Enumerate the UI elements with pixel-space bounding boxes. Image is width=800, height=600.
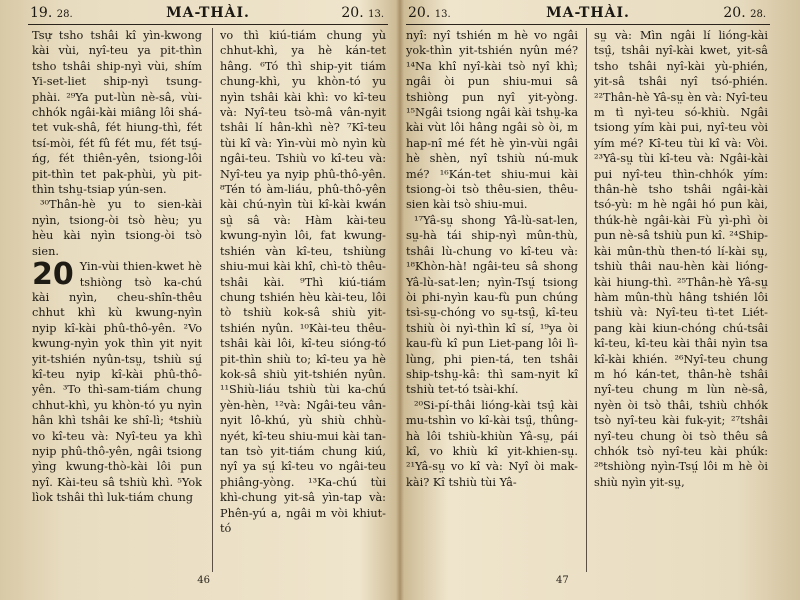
chapter-text: Yin-vùi thien-kwet hè tshiòng tsò ka-chú kài nyìn, cheu-shîn-thêu chhut khì kù kwung-nyìn nyip kî-kài phû-thô-yên. ²Vo kwung-nyìn yok thìn yit nyit yit-tshién nyûn-tsṳ, tshiù sṳ́ kî-teu nyip kî-kài phû-thô-yên. ³To thì-sam-tiám chung chhut-khì, yu khòn-tó yu nyìn hân khì tshâi ke shî-lì; ⁴tshiù vo kî-teu và: Nyî-teu ya khì nyip phû-thô-yên, ngâi tsiong yìng kwung-thò-kài lôi pun nyî. Kài-teu sâ tshiù khì. ⁵Yok lìok tshâi thì luk-tiám chung [32,260,202,505]
right-header-reference-end [723,5,766,21]
left-column-1 [32,28,202,572]
column-divider [212,28,213,572]
right-column-2 [594,28,768,572]
paragraph: sṳ và: Mìn ngâi lí lióng-kài tsṳ̂, tshâi nyî-kài kwet, yit-sâ tsho tshâi nyî-kài yù-phién, yit-sâ tshâi nyî tsó-phién. ²²Thân-hè Yâ-sṳ èn và: Nyî-teu m tì nyì-teu só-khiù. Ngâi tsiong yím kài pui, nyî-teu vòi yím mé? Kî-teu tùi kî và: Vòi. ²³Yâ-sṳ tùi kî-teu và: Ngâi-kài pui nyî-teu thìn-chhók yím: thân-hè tsho tshâi ngâi-kài tsó-yù: m hè ngâi hó pun kài, thúk-hè ngâi-kài Fù yì-phì òi pun nè-sâ tshiù pun kî. ²⁴Ship-kài mûn-thù then-tó lí-kài sṳ, tshiù thâi nau-hèn kài lióng-kài hiung-thì. ²⁵Thân-hè Yâ-sṳ hàm mûn-thù hâng tshién lôi tshiù và: Nyî-teu tì-tet Liét-pang kài kiun-chóng chú-tsâi kî-teu, kî-teu kài thâi nyìn tsa kî-kài khién. ²⁶Nyî-teu chung m hó kán-tet, thân-hè tshâi nyî-teu chung m lùn nè-sâ, nyèn òi tsò thâi, tshiù chhók tsò nyî-teu kài fuk-yit; ²⁷tshâi nyî-teu chung òi tsò thêu sâ chhók tsò nyî-teu kài phúk: ²⁸tshiòng nyìn-Tsṳ́ lôi m hè òi shiù nyìn yit-sṳ, [594,29,768,489]
left-text-columns [28,28,388,572]
right-column-1 [406,28,578,572]
column-divider [586,28,587,572]
verse-number: 28. [56,9,73,20]
header-rule [406,24,770,25]
chapter-number: 20. [341,5,364,21]
header-rule [28,24,388,25]
chapter-number: 20. [408,5,431,21]
left-page [28,0,388,588]
page-number: 47 [556,575,569,586]
verse-number: 28. [750,9,766,20]
page-number: 46 [197,575,210,586]
running-title: MA-THÀI. [546,5,630,21]
verse-number: 13. [368,9,384,20]
paragraph: nyî: nyî tshién m hè vo ngâi yok-thìn yit-tshién nyûn mé? ¹⁴Na khî nyî-kài tsò nyî khì; ngâi òi pun shiu-mui sâ tshiòng pun nyî yit-yòng. ¹⁵Ngâi tsiong ngâi kài tshṳ-ka kài vùt lôi hâng ngâi sò òi, m hap-nî mé fét hè yìn-vùi ngâi hè shèn, nyî tshiù nú-muk mé? ¹⁶Kán-tet shiu-mui kài tsiong-òi tsò thêu-sien, thêu-sien kài tsò shiu-mui. [406,29,578,212]
chapter-drop-number: 20 [32,257,74,293]
chapter-number: 20. [723,5,746,21]
left-column-2 [220,28,386,572]
paragraph: vo thì kiú-tiám chung yù chhut-khì, ya hè kán-tet hâng. ⁶Tó thì ship-yit tiám chung-khì, yu khòn-tó yu nyìn tshâi kài khì: vo kî-teu và: Nyî-teu tsò-mâ vân-nyit tshâi lí hân-khì nè? ⁷Kî-teu tùi kî và: Yìn-vùi mò nyìn kù ngâi-teu. Tshiù vo kî-teu và: Nyî-teu ya nyip phû-thô-yên. ⁸Tén tó àm-liáu, phû-thô-yên kài chú-nyìn tùi kî-kài kwán sṳ̀ sâ và: Hàm kài-teu kwung-nyìn lôi, fat kwung-tshién vàn kî-teu, tshiùng shiu-mui kài khî, chì-tò thêu-tshâi kài. ⁹Thì kiú-tiám chung tshién hèu kài-teu, lôi tò tshiù kok-sâ shiù yit-tshién nyûn. ¹⁰Kài-teu thêu-tshâi kài lôi, kî-teu sióng-tó pit-thìn shiù to; kî-teu ya hè kok-sâ shiù yit-tshién nyûn. ¹¹Shiù-liáu tshiù tùi ka-chú yèn-hèn, ¹²và: Ngâi-teu vân-nyit lô-khú, yù shiù chhù-nyét, kî-teu shiu-mui kài tan-tan tsò yit-tiám chung kiú, nyî ya sṳ́ kî-teu vo ngâi-teu phiâng-yòng. ¹³Ka-chú tùi khì-chung yit-sâ yìn-tap và: Phên-yú a, ngâi m vòi khiut-tó [220,29,386,535]
left-header-reference-end [341,5,384,21]
paragraph: ¹⁷Yâ-sṳ shong Yâ-lù-sat-len, sṳ-hà tái ship-nyì mûn-thù, tshâi lù-chung vo kî-teu và: ¹⁸Khòn-hà! ngâi-teu sâ shong Yâ-lù-sat-len; nyìn-Tsṳ́ tsiong òi phi-nyìn kau-fù pun chúng tsì-sṳ-chóng vo sṳ-tsṳ̂, kî-teu tshiù òi nyì-thìn kî sí, ¹⁹ya òi kau-fù kî pun Liet-pang lôi lì-lùng, phi pien-tá, ten tshâi ship-tshṳ-kâ: thì sam-nyit kî tshiù tet-tó tsài-khí. [406,213,578,397]
paragraph: ²⁰Si-pí-thâi lióng-kài tsṳ̂ kài mu-tshìn vo kî-kài tsṳ̂, thûng-hà lôi tshiù-khiùn Yâ-sṳ, pái kî, vo khiù kî yit-khien-sṳ. ²¹Yâ-sṳ vo kî và: Nyî òi mak-kài? Kî tshiù tùi Yâ- [406,398,578,489]
paragraph: Tsự tsho tshâi kî yìn-kwong kài vùi, nyî-teu ya pit-thìn tsho tshâi ship-nyì vùi, shím Yi-set-liet ship-nyì tsung-phài. ²⁹Ya put-lùn nè-sâ, vùi-chhók ngâi-kài miâng lôi shá-tet vuk-shâ, fét hiung-thì, fét tsí-mòi, fét fû fét mu, fét tsṳ́-ńg, fét thiên-yên, tsiong-lôi pit-thìn tet pak-phùi, yù pit-thìn tshṳ-tsiap yún-sen. [32,29,202,197]
right-text-columns [406,28,770,572]
right-page-header [406,5,770,23]
chapter-start-paragraph [32,259,202,506]
running-title: MA-THÀI. [166,5,250,21]
left-page-header [28,5,388,23]
paragraph: ³⁰Thân-hè yu to sien-kài nyìn, tsiong-òi tsò hèu; yu hèu kài nyìn tsiong-òi tsò sien. [32,198,202,258]
verse-number: 13. [434,9,451,20]
right-page [406,0,770,588]
chapter-number: 19. [30,5,53,21]
